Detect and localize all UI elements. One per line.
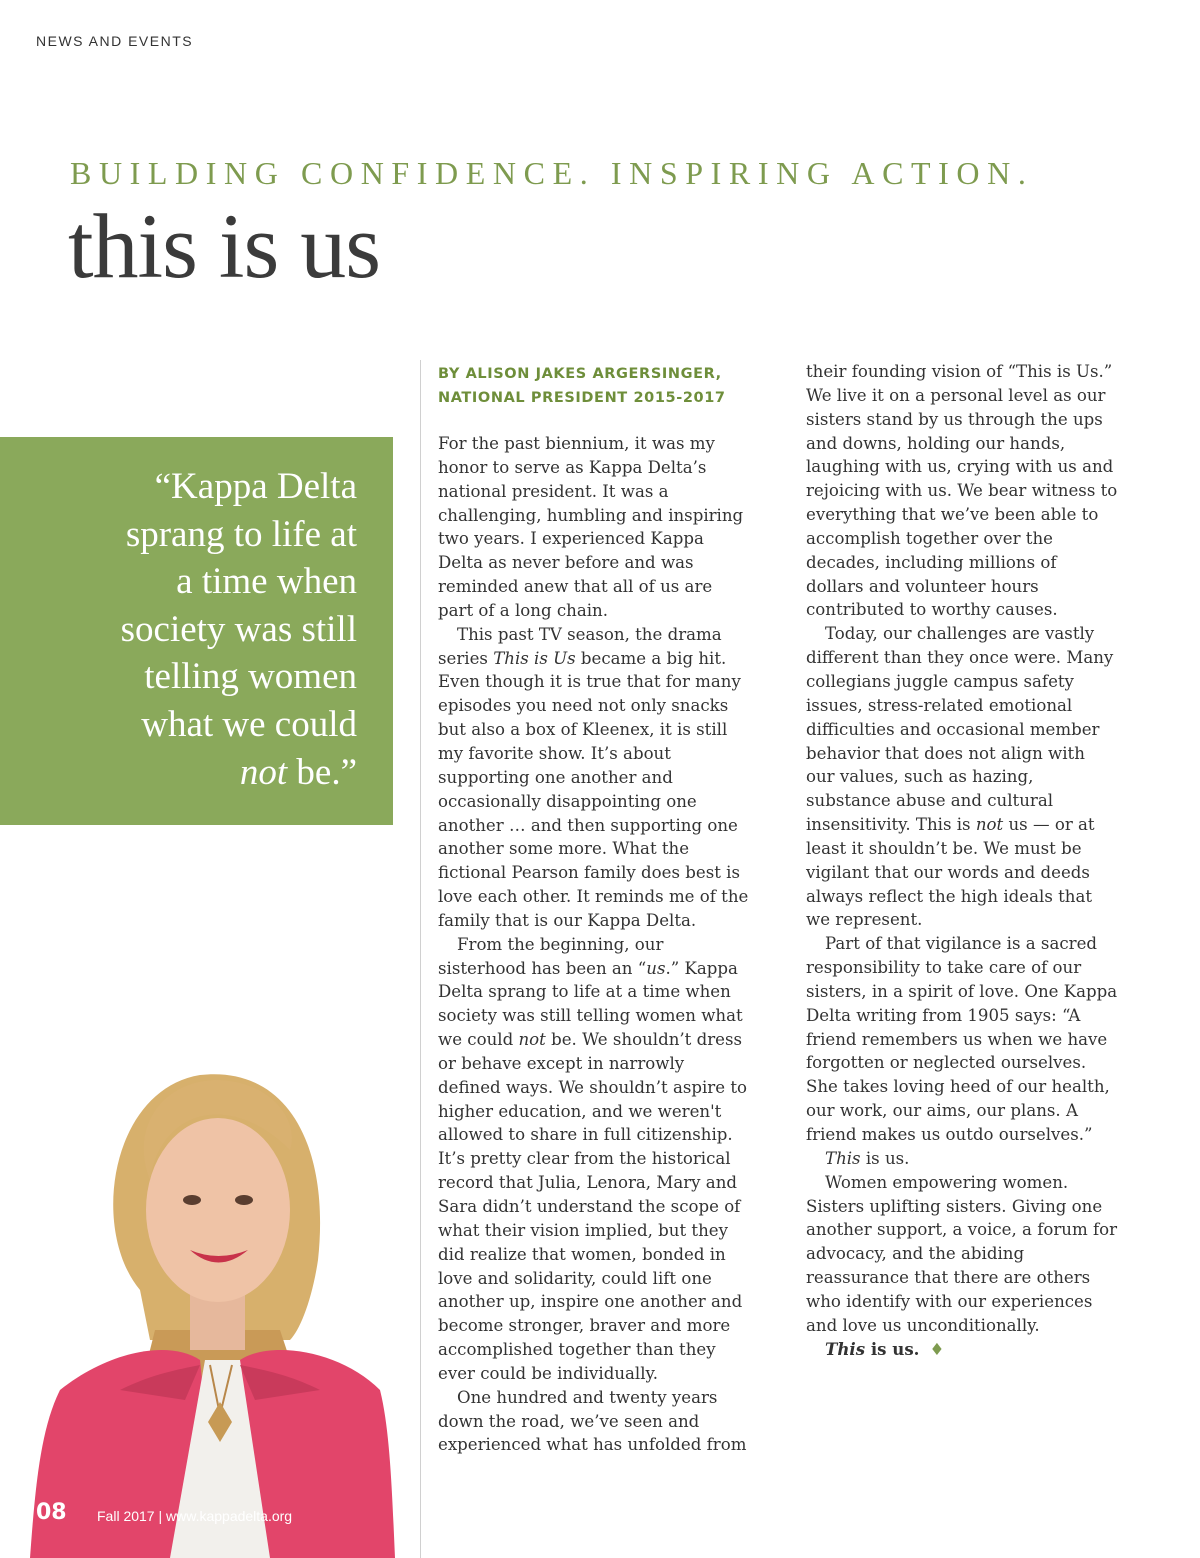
pull-quote-line: [27, 749, 357, 797]
article-emphasis: This: [825, 1148, 861, 1168]
article-paragraph: their founding vision of “This is Us.” We live it on a personal level as our sisters stand by us through the ups and downs, holding our hands, laughing with us, crying with us and rejoicing with us. We bear witness to everything that we’ve been able to accomplish together over the decades, including millions of dollars and volunteer hours contributed to worthy causes.: [806, 362, 1118, 620]
pull-quote-box: [0, 437, 393, 825]
article-text: Today, our challenges are vastly different than they once were. Many collegians juggle campus safety issues, stress-related emotional difficulties and occasional member behavior that does not align with our values, such as hazing, substance abuse and cultural insensitivity. This is: [806, 624, 1114, 835]
article-text: This past TV season, the drama series: [438, 624, 722, 668]
end-mark-icon: ♦: [929, 1339, 945, 1359]
pull-quote-text: be.”: [287, 751, 357, 793]
article-paragraph: Part of that vigilance is a sacred responsibility to take care of our sisters, in a spirit of love. One Kappa Delta writing from 1905 says: “A friend remembers us when we have forgotten or neglected ourselves. She takes loving heed of our health, our work, our aims, our plans. A friend makes us outdo ourselves.”: [806, 934, 1118, 1144]
article-emphasis: not: [518, 1030, 546, 1050]
page-number: 08: [36, 1500, 67, 1525]
article-column-2: [806, 360, 1146, 1361]
folio: Fall 2017 | www.kappadelta.org: [97, 1508, 293, 1524]
pull-quote-emphasis: not: [239, 751, 288, 793]
section-label: NEWS AND EVENTS: [36, 33, 194, 49]
pull-quote-line: “Kappa Delta: [154, 466, 357, 507]
article-closing: [806, 1338, 1146, 1362]
page-title: this is us: [68, 195, 381, 297]
article-text: is us.: [860, 1148, 910, 1168]
article-text: be. We shouldn’t dress or behave except in narrowly defined ways. We shouldn’t aspire to higher education, and we weren't allowed to share in full citizenship. It’s pretty clear from the historical record that Julia, Lenora, Mary and Sara didn’t understand the scope of what their vision implied, but they did realize that women, bonded in love and solidarity, could lift one another up, inspire one another and become stronger, braver and more accomplished together than they ever could be individually.: [438, 1030, 747, 1383]
pull-quote-line: society was still: [120, 608, 357, 650]
kicker: BUILDING CONFIDENCE. INSPIRING ACTION.: [70, 155, 1034, 191]
article-paragraph: [438, 623, 778, 933]
article-paragraph: [438, 933, 778, 1386]
article-text: From the beginning, our sisterhood has been an “: [438, 934, 664, 978]
article-paragraph: Women empowering women. Sisters uplifting sisters. Giving one another support, a voice, a forum for advocacy, and the abiding reassurance that there are others who identify with our experiences and love us unconditionally.: [806, 1172, 1118, 1335]
pull-quote-line: sprang to life at: [125, 513, 357, 555]
pull-quote-line: what we could: [141, 703, 357, 745]
article-text: .” Kappa Delta sprang to life at a time when society was still telling women what we could: [438, 958, 743, 1050]
article-paragraph: [806, 1147, 1146, 1171]
article-emphasis: us: [646, 958, 666, 978]
article-emphasis: This is Us: [493, 648, 576, 668]
article-text: became a big hit. Even though it is true that for many episodes you need not only snacks but also a box of Kleenex, it is still my favorite show. It’s about supporting one another and occasionally disappointing one another … and then supporting one another some more. What the fictional Pearson family does best is love each other. It reminds me of the family that is our Kappa Delta.: [438, 648, 749, 930]
pull-quote: [27, 463, 357, 796]
article-text: us — or at least it shouldn’t be. We must be vigilant that our words and deeds always reflect the high ideals that we represent.: [806, 815, 1095, 930]
article-paragraph: For the past biennium, it was my honor to serve as Kappa Delta’s national president. It was a challenging, humbling and inspiring two years. I experienced Kappa Delta as never before and was reminded anew that all of us are part of a long chain.: [438, 434, 744, 620]
article-text: is us.: [865, 1338, 920, 1359]
article-emphasis: This: [825, 1338, 866, 1359]
author-portrait: [0, 1030, 420, 1558]
article-paragraph: One hundred and twenty years down the road, we’ve seen and experienced what has unfolded from: [438, 1387, 747, 1455]
byline-author: BY ALISON JAKES ARGERSINGER,: [438, 366, 722, 382]
article-paragraph: [806, 622, 1146, 932]
byline: [438, 362, 768, 410]
column-divider: [420, 360, 421, 1558]
article-column-1: [438, 432, 778, 1457]
article-emphasis: not: [975, 815, 1004, 835]
byline-title: NATIONAL PRESIDENT 2015-2017: [438, 390, 726, 406]
pull-quote-line: telling women: [144, 656, 357, 698]
pull-quote-line: a time when: [176, 561, 357, 603]
